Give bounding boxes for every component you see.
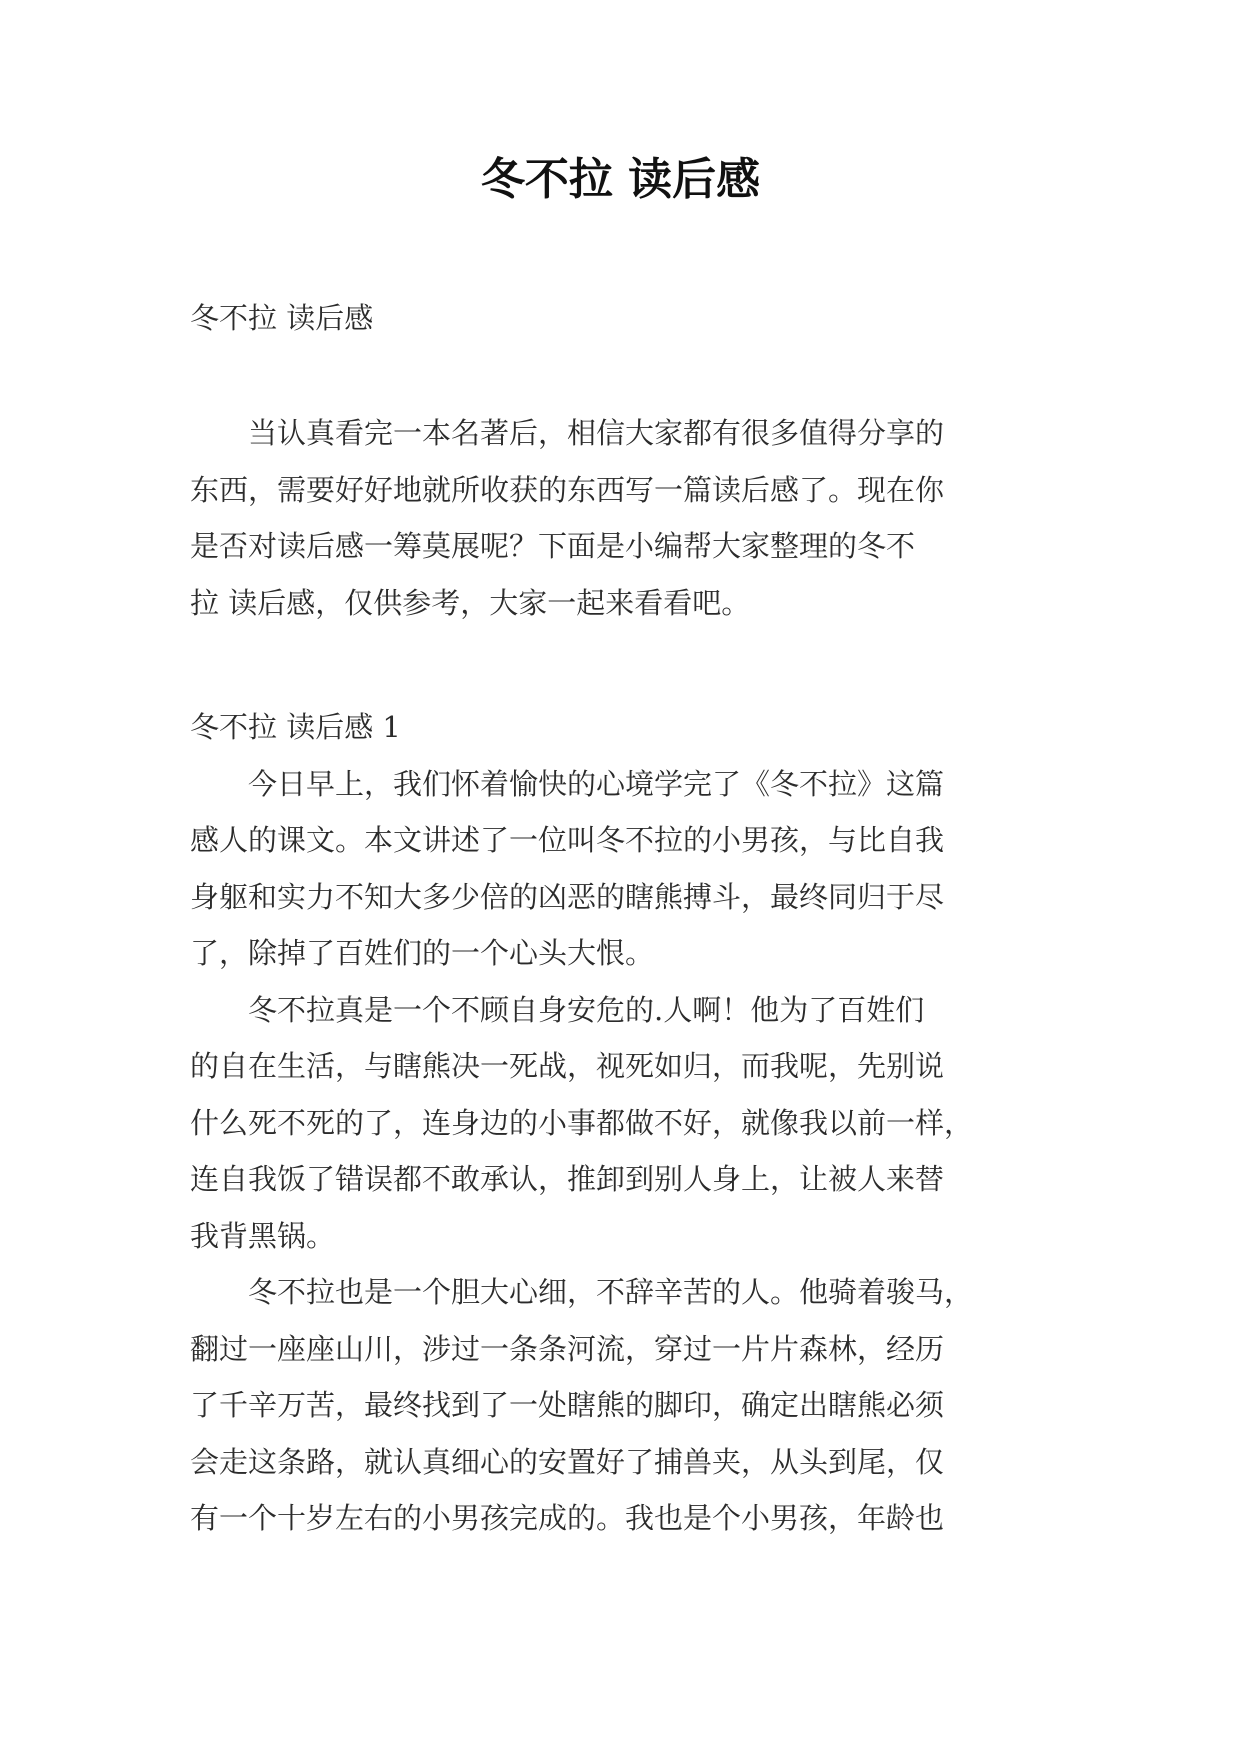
paragraph-3-line: 冬不拉也是一个胆大心细，不辞辛苦的人。他骑着骏马， [248,1275,974,1309]
document-title: 冬不拉 读后感 [480,154,761,205]
document-subtitle-block [190,290,1052,347]
paragraph-3-line: 翻过一座座山川，涉过一条条河流，穿过一片片森林，经历 [190,1331,945,1366]
intro-line: 东西，需要好好地就所收获的东西写一篇读后感了。现在你 [190,472,945,507]
document-subtitle: 冬不拉 读后感 [190,301,374,335]
paragraph-3-line: 会走这条路，就认真细心的安置好了捕兽夹，从头到尾，仅 [190,1444,945,1479]
paragraph-2-line: 连自我饭了错误都不敢承认，推卸到别人身上，让被人来替 [190,1162,945,1196]
paragraph-1-line: 了，除掉了百姓们的一个心头大恨。 [190,936,655,970]
paragraph-2-line: 的自在生活，与瞎熊决一死战，视死如归，而我呢，先别说 [190,1049,945,1083]
section-heading: 冬不拉 读后感 1 [190,710,401,744]
paragraph-3-line: 有一个十岁左右的小男孩完成的。我也是个小男孩，年龄也 [190,1501,945,1535]
paragraph-3-line: 了千辛万苦，最终找到了一处瞎熊的脚印，确定出瞎熊必须 [190,1388,945,1422]
paragraph-1-line: 身躯和实力不知大多少倍的凶恶的瞎熊搏斗，最终同归于尽 [190,879,945,914]
paragraph-1-line: 今日早上，我们怀着愉快的心境学完了《冬不拉》这篇 [248,766,945,801]
intro-line: 拉 读后感，仅供参考，大家一起来看看吧。 [190,585,751,620]
paragraph-2-line: 什么死不死的了，连身边的小事都做不好，就像我以前一样， [190,1105,974,1140]
intro-line: 是否对读后感一筹莫展呢？下面是小编帮大家整理的冬不 [190,529,916,563]
essay-section-1 [190,699,1052,1547]
paragraph-1-line: 感人的课文。本文讲述了一位叫冬不拉的小男孩，与比自我 [190,823,945,857]
paragraph-2-line: 我背黑锅。 [190,1218,336,1253]
intro-paragraph [190,405,1052,631]
paragraph-2-line: 冬不拉真是一个不顾自身安危的.人啊！他为了百姓们 [248,992,925,1027]
intro-line: 当认真看完一本名著后，相信大家都有很多值得分享的 [248,416,945,450]
